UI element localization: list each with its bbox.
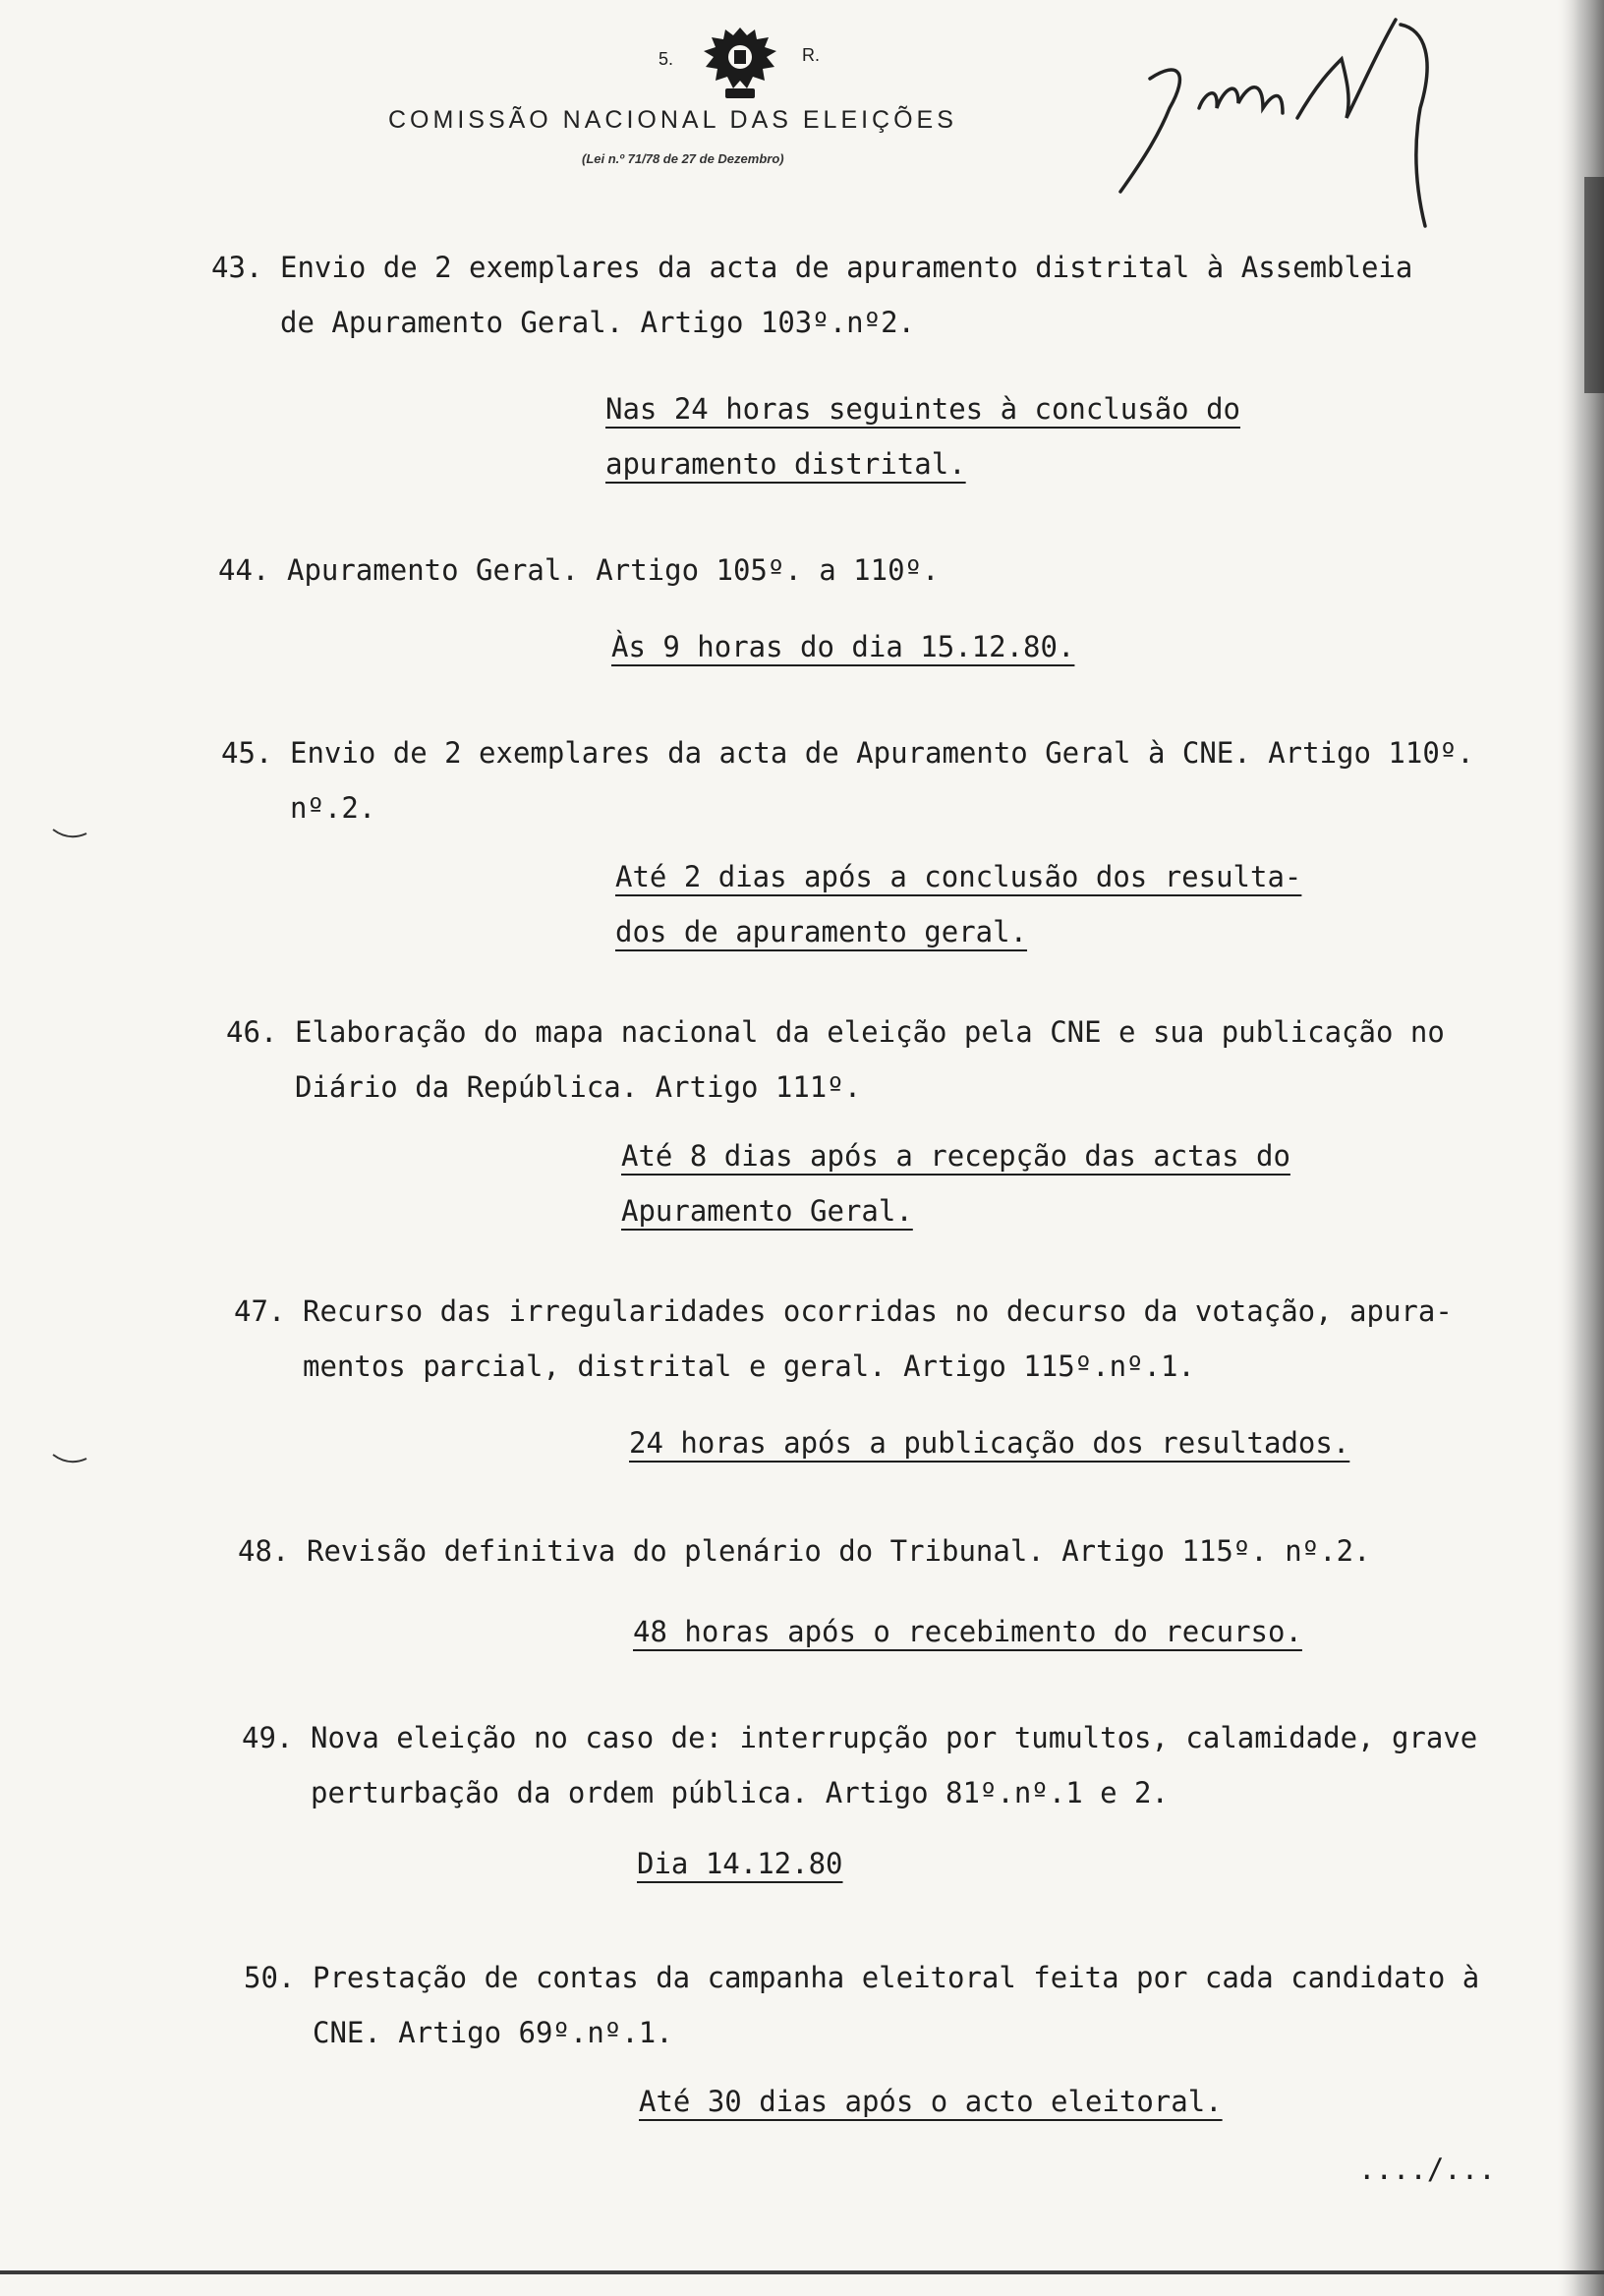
- item-description: Recurso das irregularidades ocorridas no decurso da votação, apura- mentos parcial, distrital e geral. Artigo 115º.nº.1.: [303, 1294, 1453, 1383]
- item-description: Envio de 2 exemplares da acta de Apuramento Geral à CNE. Artigo 110º. nº.2.: [290, 736, 1474, 825]
- letterhead: [0, 0, 1604, 197]
- handwritten-signature: [1101, 0, 1494, 236]
- item-deadline: 48 horas após o recebimento do recurso.: [633, 1615, 1302, 1648]
- organization-title: COMISSÃO NACIONAL DAS ELEIÇÕES: [388, 106, 957, 134]
- item-number: 47.: [234, 1294, 286, 1328]
- margin-tick-mark: [51, 1451, 90, 1468]
- bottom-scan-rule: [0, 2270, 1604, 2274]
- law-reference: (Lei n.º 71/78 de 27 de Dezembro): [582, 151, 784, 166]
- item-description: Envio de 2 exemplares da acta de apuramento distrital à Assembleia de Apuramento Geral. Artigo 103º.nº2.: [280, 251, 1413, 339]
- item-deadline: Até 2 dias após a conclusão dos resulta- dos de apuramento geral.: [615, 860, 1302, 948]
- continuation-mark: ..../...: [1358, 2152, 1496, 2186]
- item-number: 46.: [226, 1015, 278, 1049]
- item-description: Elaboração do mapa nacional da eleição pela CNE e sua publicação no Diário da República. Artigo 111º.: [295, 1015, 1445, 1104]
- coat-of-arms-seal: [696, 24, 784, 106]
- item-number: 44.: [218, 553, 270, 587]
- item-number: 43.: [211, 251, 263, 284]
- item-description: Revisão definitiva do plenário do Tribunal. Artigo 115º. nº.2.: [307, 1534, 1371, 1568]
- margin-tick-mark: [51, 826, 90, 843]
- seal-left-mark: 5.: [659, 49, 674, 69]
- item-deadline: 24 horas após a publicação dos resultados.: [629, 1426, 1350, 1460]
- item-number: 49.: [242, 1721, 294, 1754]
- item-description: Nova eleição no caso de: interrupção por tumultos, calamidade, grave perturbação da ordem pública. Artigo 81º.nº.1 e 2.: [311, 1721, 1478, 1809]
- item-deadline: Nas 24 horas seguintes à conclusão do apuramento distrital.: [605, 392, 1241, 481]
- seal-right-mark: R.: [802, 45, 820, 65]
- item-number: 48.: [238, 1534, 290, 1568]
- scanner-edge-shadow: [1555, 0, 1604, 2296]
- item-deadline: Até 30 dias após o acto eleitoral.: [639, 2085, 1223, 2118]
- item-deadline: Às 9 horas do dia 15.12.80.: [611, 630, 1075, 663]
- item-description: Prestação de contas da campanha eleitoral feita por cada candidato à CNE. Artigo 69º.nº.1.: [313, 1961, 1480, 2049]
- item-deadline: Dia 14.12.80: [637, 1847, 843, 1880]
- seal-block: [649, 24, 855, 102]
- item-number: 45.: [221, 736, 273, 770]
- item-description: Apuramento Geral. Artigo 105º. a 110º.: [287, 553, 940, 587]
- item-number: 50.: [244, 1961, 296, 1994]
- item-deadline: Até 8 dias após a recepção das actas do Apuramento Geral.: [621, 1139, 1290, 1228]
